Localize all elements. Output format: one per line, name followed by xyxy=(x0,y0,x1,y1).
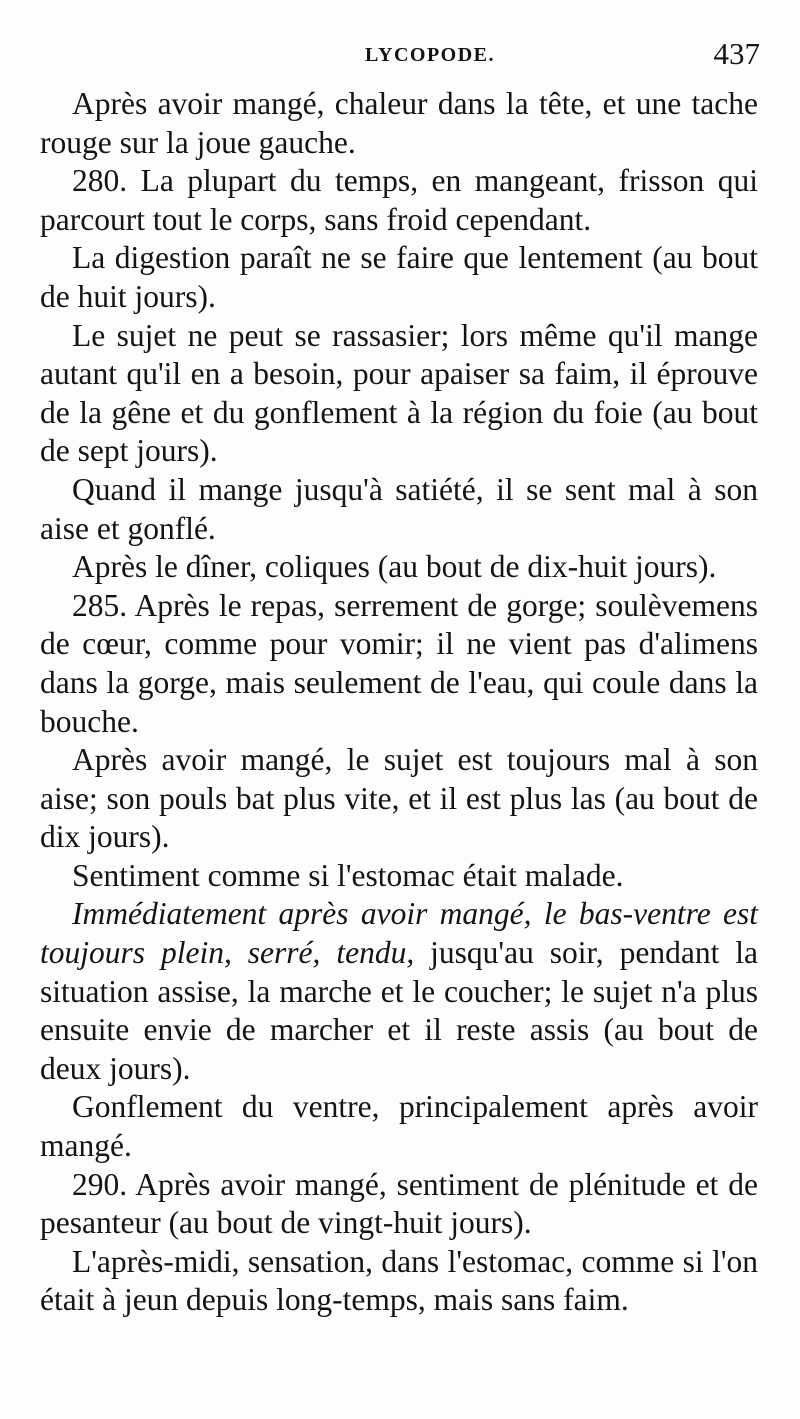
paragraph: Le sujet ne peut se rassasier; lors même qu'il mange autant qu'il en a besoin, pour apaiser sa faim, il éprouve de la gêne et du gonflement à la région du foie (au bout de sept jours). xyxy=(40,317,758,469)
paragraph: Sentiment comme si l'estomac était malade. xyxy=(72,857,624,893)
paragraph: Gonflement du ventre, principalement après avoir mangé. xyxy=(40,1089,758,1164)
paragraph: 290. Après avoir mangé, sentiment de plénitude et de pesanteur (au bout de vingt-huit jours). xyxy=(40,1166,758,1241)
paragraph-with-italic xyxy=(40,895,758,1088)
paragraph: Quand il mange jusqu'à satiété, il se sent mal à son aise et gonflé. xyxy=(40,471,758,546)
page-number: 437 xyxy=(713,36,760,71)
page-header xyxy=(40,30,760,80)
paragraph: Après le dîner, coliques (au bout de dix-huit jours). xyxy=(72,549,717,585)
paragraph-remainder: jusqu'au soir, pendant la situation assise, la marche et le coucher; le sujet n'a plus ensuite envie de marcher et il reste assis (au bout de deux jours). xyxy=(40,935,759,1086)
paragraph: Après avoir mangé, chaleur dans la tête, et une tache rouge sur la joue gauche. xyxy=(40,86,758,160)
italic-phrase: Immédiatement après avoir mangé, le bas-ventre est toujours plein, serré, tendu, xyxy=(40,896,758,971)
paragraph: 280. La plupart du temps, en mangeant, frisson qui parcourt tout le corps, sans froid cependant. xyxy=(40,163,758,237)
paragraph: 285. Après le repas, serrement de gorge; soulèvemens de cœur, comme pour vomir; il ne vient pas d'alimens dans la gorge, mais seulement de l'eau, qui coule dans la bouche. xyxy=(40,587,758,739)
running-head: LYCOPODE. xyxy=(365,44,496,66)
paragraph: L'après-midi, sensation, dans l'estomac, comme si l'on était à jeun depuis long-temps, mais sans faim. xyxy=(40,1243,758,1318)
body-text xyxy=(40,85,758,1320)
paragraph: Après avoir mangé, le sujet est toujours mal à son aise; son pouls bat plus vite, et il est plus las (au bout de dix jours). xyxy=(40,742,758,855)
paragraph: La digestion paraît ne se faire que lentement (au bout de huit jours). xyxy=(40,240,758,314)
